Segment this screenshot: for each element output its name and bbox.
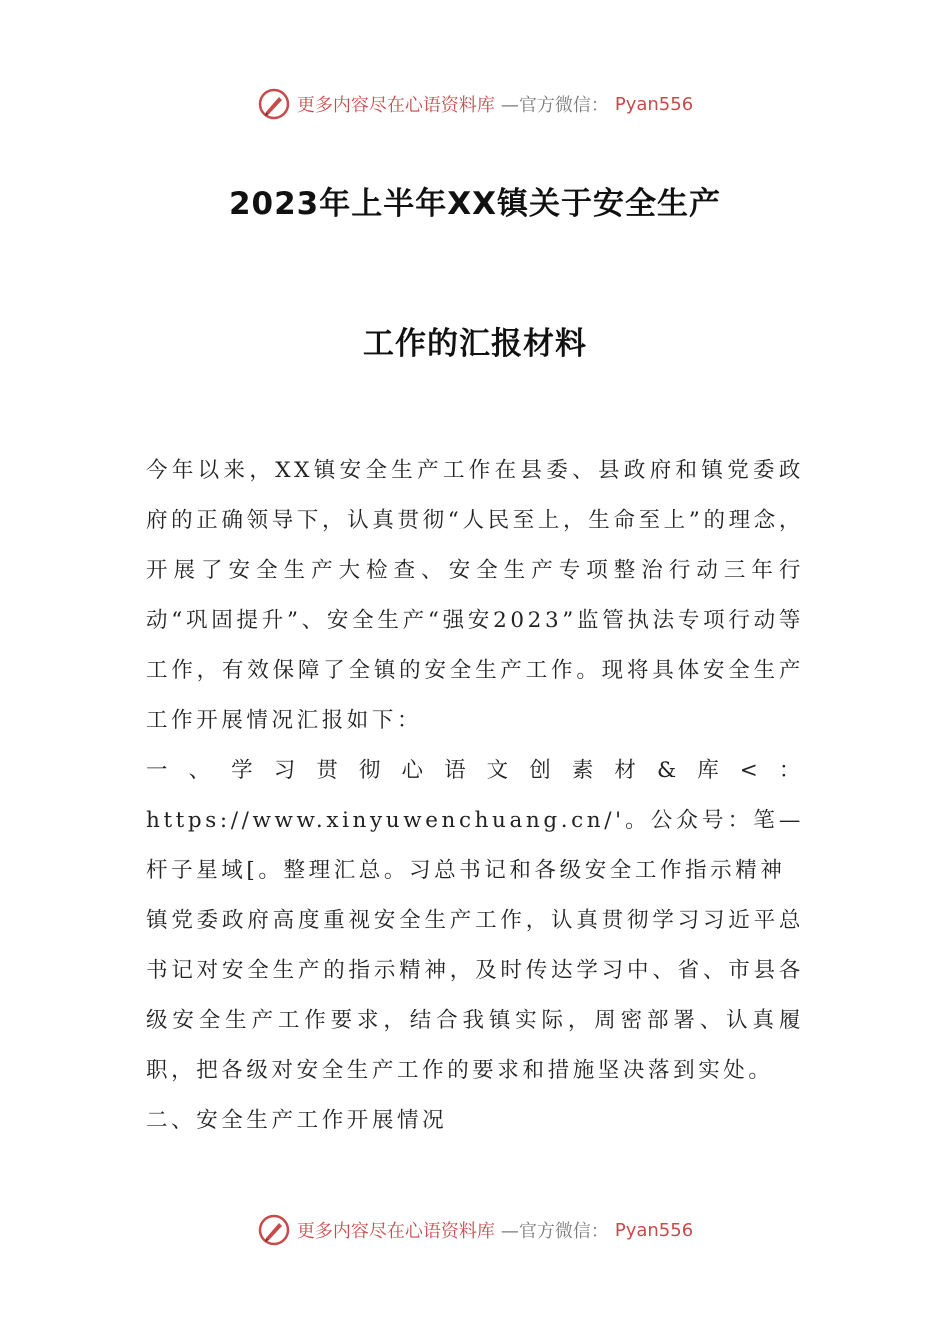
document-title-line-1: 2023年上半年XX镇关于安全生产 (228, 186, 722, 222)
banner-wechat-id: Pyan556 (614, 93, 694, 115)
pen-logo-icon (257, 87, 291, 121)
document-body (146, 446, 804, 1146)
pen-logo-icon (257, 1213, 291, 1247)
header-watermark-banner (0, 84, 950, 124)
banner-text-sub: —官方微信： (500, 95, 609, 116)
paragraph-section-2-heading: 二、安全生产工作开展情况 (146, 1108, 448, 1133)
paragraph-section-1-heading: 一、学习贯彻心语文创素材&库<：https://www.xinyuwenchuang.cn/'。公众号：笔—杆子星域[。整理汇总。习总书记和各级安全工作指示精神 (146, 758, 804, 883)
footer-banner-text-sub: —官方微信： (500, 1221, 609, 1242)
footer-watermark-banner (0, 1210, 950, 1250)
paragraph-section-1-body: 镇党委政府高度重视安全生产工作，认真贯彻学习习近平总书记对安全生产的指示精神，及时传达学习中、省、市县各级安全生产工作要求，结合我镇实际，周密部署、认真履职，把各级对安全生产工作的要求和措施坚决落到实处。 (146, 908, 804, 1083)
footer-banner-wechat-id: Pyan556 (614, 1219, 694, 1241)
document-title-line-2: 工作的汇报材料 (363, 326, 587, 362)
banner-text-main: 更多内容尽在心语资料库 (296, 95, 495, 116)
footer-banner-text-main: 更多内容尽在心语资料库 (296, 1221, 495, 1242)
paragraph-intro: 今年以来，XX镇安全生产工作在县委、县政府和镇党委政府的正确领导下，认真贯彻“人民至上，生命至上”的理念，开展了安全生产大检查、安全生产专项整治行动三年行动“巩固提升”、安全生产“强安2023”监管执法专项行动等工作，有效保障了全镇的安全生产工作。现将具体安全生产工作开展情况汇报如下： (146, 458, 804, 733)
